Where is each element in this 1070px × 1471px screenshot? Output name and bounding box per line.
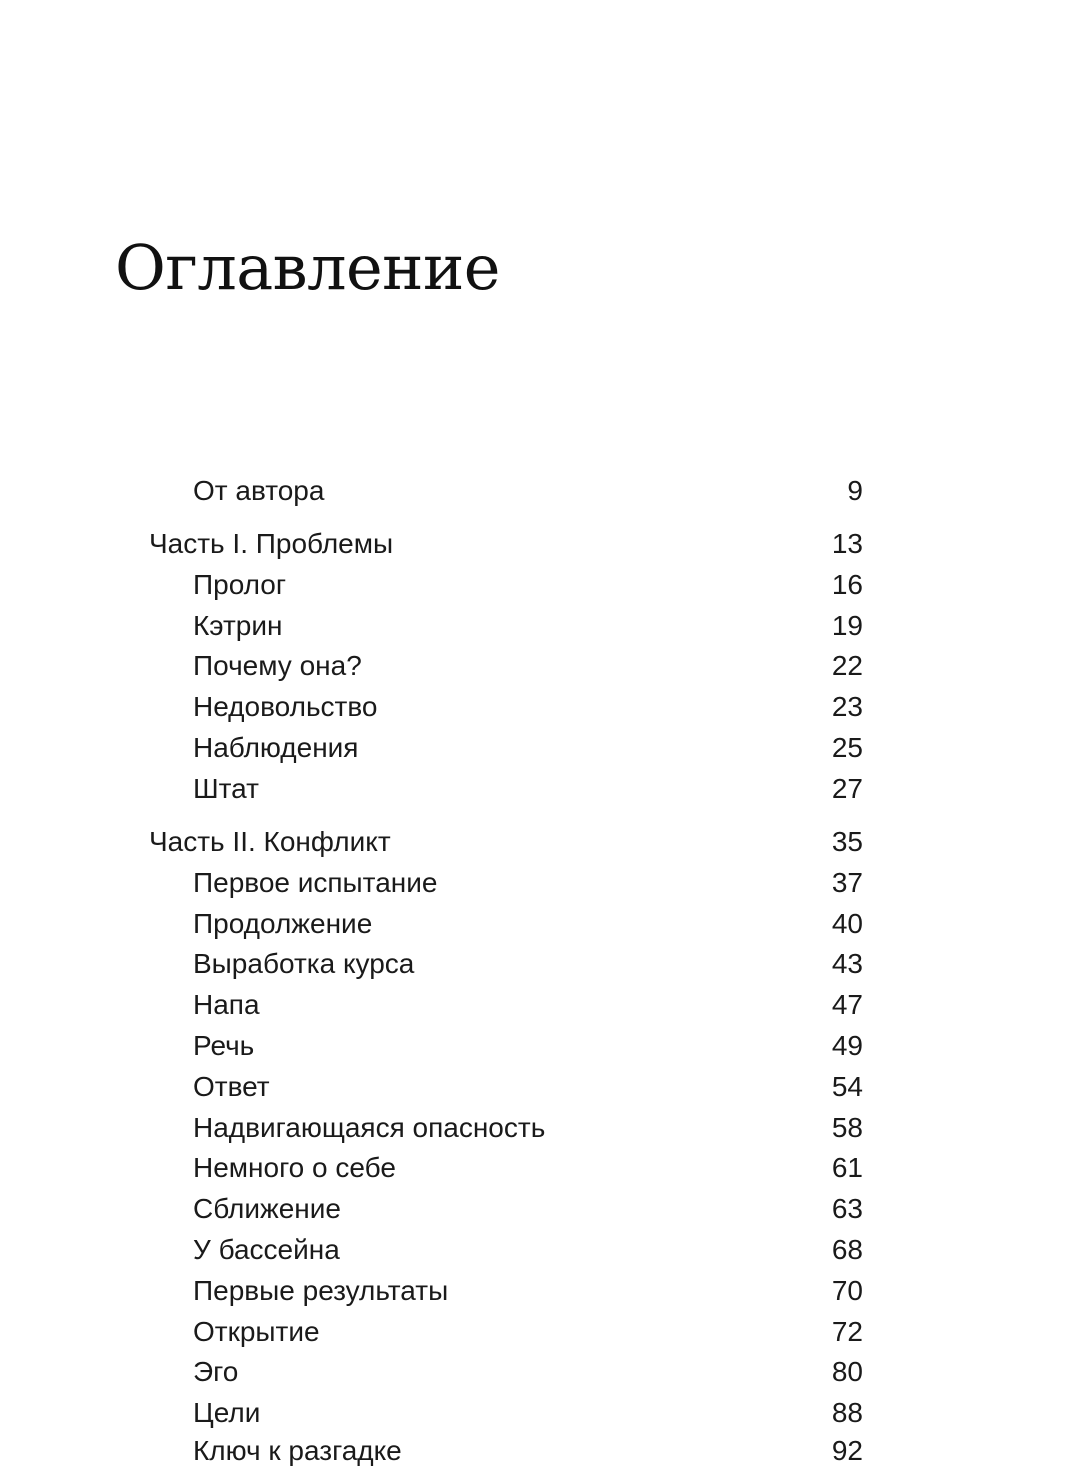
toc-entry-title: Напа: [193, 989, 260, 1020]
toc-entry-page: 80: [831, 1356, 863, 1387]
toc-entry-page: 54: [831, 1071, 863, 1102]
toc-entry-page: 27: [831, 773, 863, 804]
toc-entry: [193, 1352, 863, 1392]
toc-entry-page: 9: [847, 475, 863, 506]
toc-entry-page: 88: [831, 1397, 863, 1428]
toc-entry: [193, 728, 863, 768]
page-title: Оглавление: [115, 231, 500, 304]
toc-entry-page: 19: [831, 610, 863, 641]
toc-entry: [193, 863, 863, 903]
toc-part: [149, 822, 863, 862]
toc-entry: [193, 1312, 863, 1352]
toc-entry: [193, 565, 863, 605]
toc-entry-title: Почему она?: [193, 650, 362, 681]
toc-entry: [193, 1148, 863, 1188]
toc-entry-title: Немного о себе: [193, 1152, 396, 1183]
toc-entry-page: 37: [831, 867, 863, 898]
toc-entry: [193, 769, 863, 809]
toc-entry-title: У бассейна: [193, 1234, 340, 1265]
toc-entry: [193, 1271, 863, 1311]
toc-entry-title: Продолжение: [193, 908, 373, 939]
toc-entry-title: Недовольство: [193, 691, 378, 722]
toc-entry: [193, 471, 863, 511]
toc-entry: [193, 1067, 863, 1107]
toc-entry-page: 47: [831, 989, 863, 1020]
toc-entry-title: Открытие: [193, 1316, 320, 1347]
toc-entry-title: Надвигающаяся опасность: [193, 1112, 546, 1143]
toc-entry-title: Кэтрин: [193, 610, 283, 641]
toc-entry: [193, 687, 863, 727]
toc-entry: [193, 646, 863, 686]
toc-entry-title: Ключ к разгадке: [193, 1435, 402, 1466]
toc-entry-page: 92: [831, 1435, 863, 1466]
toc-entry-title: Сближение: [193, 1193, 341, 1224]
toc-entry-page: 22: [831, 650, 863, 681]
toc-entry-title: Первое испытание: [193, 867, 438, 898]
toc-entry: [193, 1230, 863, 1270]
toc-entry-title: Цели: [193, 1397, 261, 1428]
toc-entry-page: 40: [831, 908, 863, 939]
toc-part-title: Часть II. Конфликт: [149, 826, 391, 857]
toc-entry: [193, 904, 863, 944]
toc-entry-page: 70: [831, 1275, 863, 1306]
toc-part-page: 13: [831, 528, 863, 559]
toc-entry-title: Выработка курса: [193, 948, 415, 979]
toc-entry-title: Речь: [193, 1030, 255, 1061]
toc-entry: [193, 1026, 863, 1066]
toc-entry: [193, 1108, 863, 1148]
toc-part-page: 35: [831, 826, 863, 857]
toc-entry: [193, 1431, 863, 1471]
toc-part: [149, 524, 863, 564]
toc-entry-page: 61: [831, 1152, 863, 1183]
toc-entry-title: От автора: [193, 475, 325, 506]
toc-entry-page: 63: [831, 1193, 863, 1224]
toc-entry-page: 58: [831, 1112, 863, 1143]
toc-entry-title: Наблюдения: [193, 732, 359, 763]
toc-entry-title: Первые результаты: [193, 1275, 449, 1306]
toc-entry-page: 43: [831, 948, 863, 979]
toc-entry-page: 72: [831, 1316, 863, 1347]
toc-entry-title: Пролог: [193, 569, 287, 600]
toc-entry-page: 49: [831, 1030, 863, 1061]
toc-entry: [193, 1189, 863, 1229]
toc-entry: [193, 944, 863, 984]
toc-entry-title: Эго: [193, 1356, 239, 1387]
toc-entry: [193, 1393, 863, 1433]
toc-part-title: Часть I. Проблемы: [149, 528, 394, 559]
toc-entry-page: 16: [831, 569, 863, 600]
toc-entry-page: 23: [831, 691, 863, 722]
toc-entry-title: Штат: [193, 773, 259, 804]
toc-entry: [193, 985, 863, 1025]
toc-entry-page: 68: [831, 1234, 863, 1265]
toc-entry-page: 25: [831, 732, 863, 763]
toc-entry: [193, 606, 863, 646]
toc-entry-title: Ответ: [193, 1071, 270, 1102]
